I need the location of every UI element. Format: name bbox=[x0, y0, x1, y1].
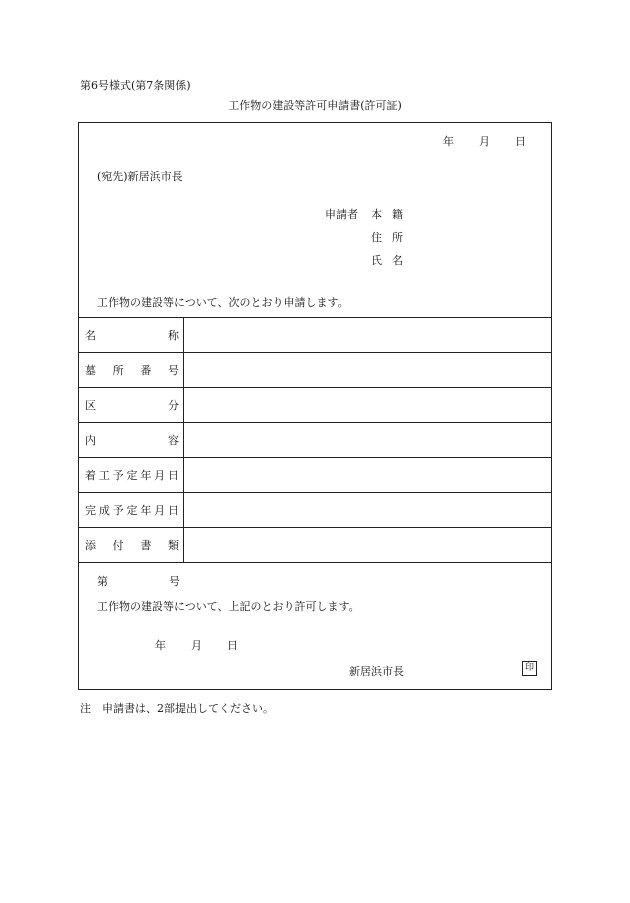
row-label-char: 月 bbox=[154, 469, 166, 482]
applicant-address-label: 住 所 bbox=[371, 231, 403, 244]
row-label-char: 書 bbox=[140, 539, 152, 552]
permit-month-label: 月 bbox=[191, 639, 202, 652]
row-label-char: 番 bbox=[140, 364, 152, 377]
row-value-field[interactable] bbox=[184, 353, 552, 388]
row-label-char: 予 bbox=[112, 469, 124, 482]
row-label-char: 分 bbox=[168, 399, 179, 412]
row-label-char: 添 bbox=[85, 539, 96, 552]
applicant-label: 申請者 bbox=[325, 208, 358, 221]
table-row bbox=[79, 458, 551, 493]
row-label-char: 墓 bbox=[85, 364, 96, 377]
row-label bbox=[79, 388, 184, 423]
row-label-char: 付 bbox=[112, 539, 124, 552]
row-value-field[interactable] bbox=[184, 458, 552, 493]
row-label-char: 内 bbox=[85, 434, 96, 447]
table-row bbox=[79, 493, 551, 528]
row-value-field[interactable] bbox=[184, 318, 552, 353]
permit-number-suffix: 号 bbox=[169, 575, 180, 588]
row-label-char: 予 bbox=[112, 504, 124, 517]
table-row bbox=[79, 528, 551, 563]
row-label-char: 定 bbox=[126, 469, 138, 482]
row-label-char: 着 bbox=[85, 469, 96, 482]
table-row bbox=[79, 423, 551, 458]
row-label-char: 称 bbox=[168, 329, 179, 342]
permit-day-label: 日 bbox=[227, 639, 238, 652]
day-label: 日 bbox=[515, 135, 526, 148]
row-label-char: 日 bbox=[167, 504, 179, 517]
row-label bbox=[79, 493, 184, 528]
row-label bbox=[79, 423, 184, 458]
row-label-char: 区 bbox=[85, 399, 96, 412]
table-row bbox=[79, 353, 551, 388]
application-form bbox=[78, 122, 552, 690]
row-label-char: 年 bbox=[140, 504, 152, 517]
row-label-char: 年 bbox=[140, 469, 152, 482]
applicant-name-label: 氏 名 bbox=[371, 254, 403, 267]
permit-statement: 工作物の建設等について、上記のとおり許可します。 bbox=[97, 600, 360, 613]
row-label-char: 容 bbox=[168, 434, 179, 447]
row-value-field[interactable] bbox=[184, 388, 552, 423]
row-value-field[interactable] bbox=[184, 493, 552, 528]
footnote: 注 申請書は、2部提出してください。 bbox=[80, 702, 274, 715]
row-label-char: 名 bbox=[85, 329, 96, 342]
applicant-domicile-label: 本 籍 bbox=[371, 208, 403, 221]
table-row bbox=[79, 388, 551, 423]
month-label: 月 bbox=[479, 135, 490, 148]
permit-number-prefix: 第 bbox=[97, 575, 108, 588]
table-row bbox=[79, 318, 551, 353]
row-label-char: 成 bbox=[98, 504, 110, 517]
row-label bbox=[79, 353, 184, 388]
year-label: 年 bbox=[443, 135, 454, 148]
seal-box: 印 bbox=[522, 661, 537, 676]
row-value-field[interactable] bbox=[184, 423, 552, 458]
row-value-field[interactable] bbox=[184, 528, 552, 563]
row-label bbox=[79, 528, 184, 563]
issuer-name: 新居浜市長 bbox=[349, 665, 404, 678]
addressee: (宛先)新居浜市長 bbox=[97, 170, 183, 183]
row-label-char: 定 bbox=[126, 504, 138, 517]
row-label-char: 月 bbox=[154, 504, 166, 517]
row-label-char: 類 bbox=[167, 539, 179, 552]
row-label-char: 号 bbox=[167, 364, 179, 377]
row-label-char: 完 bbox=[85, 504, 96, 517]
document-title: 工作物の建設等許可申請書(許可証) bbox=[228, 99, 402, 112]
row-label bbox=[79, 458, 184, 493]
request-statement: 工作物の建設等について、次のとおり申請します。 bbox=[97, 296, 349, 309]
row-label-char: 工 bbox=[98, 469, 110, 482]
row-label bbox=[79, 318, 184, 353]
row-label-char: 日 bbox=[167, 469, 179, 482]
permit-year-label: 年 bbox=[155, 639, 166, 652]
application-details-table bbox=[79, 317, 551, 563]
form-number: 第6号様式(第7条関係) bbox=[80, 79, 191, 92]
row-label-char: 所 bbox=[112, 364, 124, 377]
